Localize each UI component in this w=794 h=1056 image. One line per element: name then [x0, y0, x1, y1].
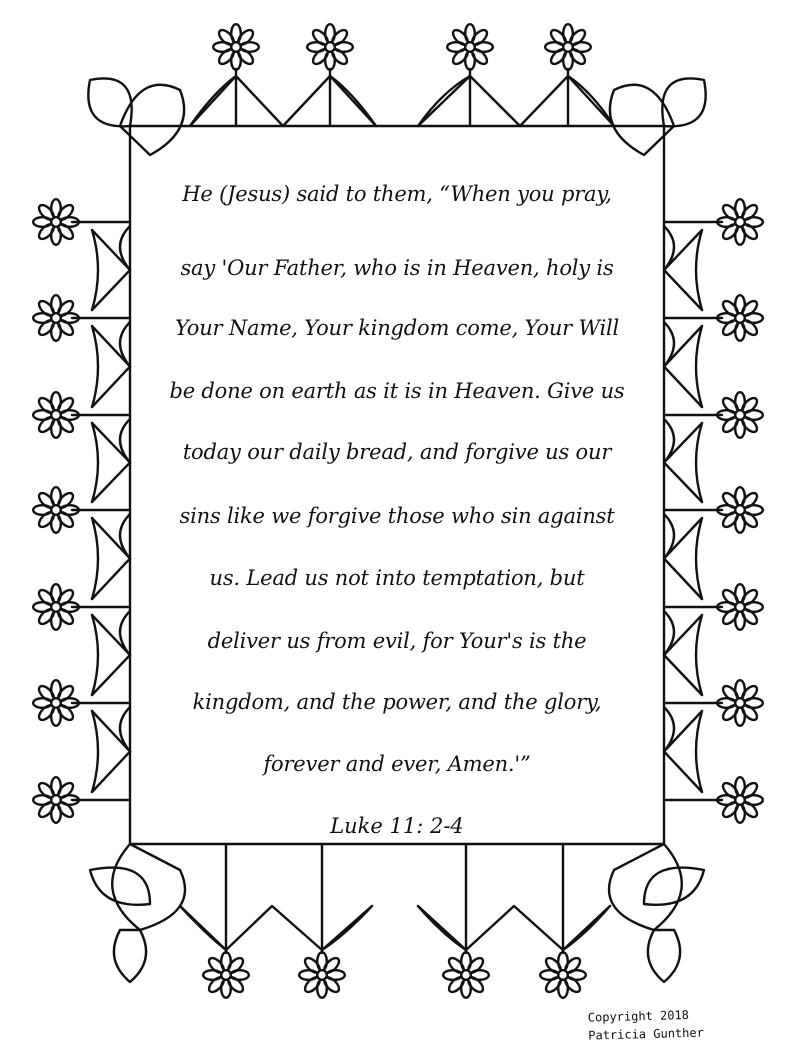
verse-line: deliver us from evil, for Your's is the	[207, 629, 587, 653]
leaf-icon	[92, 230, 98, 310]
leaf-icon	[696, 230, 702, 310]
leaf-icon	[92, 711, 98, 792]
daisy-icon	[717, 295, 763, 341]
leaf-icon	[696, 615, 702, 695]
verse-line: forever and ever, Amen.'”	[263, 752, 531, 776]
artist-signature: Patricia Gunther	[588, 1025, 705, 1043]
daisy-icon	[717, 199, 763, 245]
leaf-icon	[92, 423, 98, 502]
verse-panel	[130, 126, 664, 844]
leaf-icon	[120, 322, 130, 367]
leaf-icon	[120, 514, 130, 559]
zigzag-stem-icon	[190, 76, 376, 126]
verse-line: be done on earth as it is in Heaven. Give us	[169, 379, 625, 403]
daisy-icon	[717, 777, 763, 823]
zigzag-stem-icon	[180, 906, 372, 950]
copyright-notice	[588, 1003, 789, 1044]
daisy-icon	[540, 952, 586, 998]
leaf-icon	[609, 844, 682, 930]
leaf-icon	[180, 906, 226, 950]
zigzag-stem-icon	[418, 76, 614, 126]
scripture-reference: Luke 11: 2-4	[330, 814, 464, 838]
leaf-icon	[662, 78, 705, 126]
verse-line: sins like we forgive those who sin against	[179, 504, 615, 528]
leaf-icon	[664, 707, 674, 752]
verse-line: Your Name, Your kingdom come, Your Will	[174, 316, 620, 340]
verse-line: say 'Our Father, who is in Heaven, holy is	[180, 256, 614, 280]
daisy-icon	[443, 952, 489, 998]
verse-line: He (Jesus) said to them, “When you pray,	[182, 182, 612, 206]
leaf-icon	[664, 226, 674, 270]
leaf-icon	[112, 844, 185, 930]
daisy-icon	[545, 24, 591, 70]
leaf-icon	[696, 711, 702, 792]
leaf-icon	[120, 419, 130, 463]
daisy-icon	[307, 24, 353, 70]
leaf-icon	[696, 518, 702, 599]
copyright-line: Copyright 2018	[587, 1007, 690, 1025]
leaf-icon	[644, 868, 704, 905]
zigzag-stem-icon	[418, 906, 610, 950]
leaf-icon	[696, 326, 702, 407]
leaf-icon	[92, 518, 98, 599]
leaf-icon	[664, 514, 674, 559]
daisy-icon	[717, 680, 763, 726]
daisy-icon	[203, 952, 249, 998]
leaf-icon	[120, 611, 130, 655]
leaf-icon	[120, 707, 130, 752]
verse-line: us. Lead us not into temptation, but	[209, 566, 585, 590]
leaf-icon	[88, 78, 131, 126]
daisy-icon	[717, 487, 763, 533]
daisy-icon	[717, 392, 763, 438]
leaf-icon	[120, 226, 130, 270]
daisy-icon	[299, 952, 345, 998]
leaf-icon	[664, 322, 674, 367]
leaf-icon	[664, 419, 674, 463]
daisy-icon	[717, 584, 763, 630]
verse-line: today our daily bread, and forgive us our	[182, 440, 612, 464]
leaf-icon	[664, 611, 674, 655]
verse-line: kingdom, and the power, and the glory,	[192, 690, 602, 714]
leaf-icon	[114, 930, 146, 982]
daisy-icon	[213, 24, 259, 70]
leaf-icon	[696, 423, 702, 502]
leaf-icon	[92, 615, 98, 695]
leaf-icon	[92, 326, 98, 407]
leaf-icon	[90, 868, 150, 905]
daisy-icon	[447, 24, 493, 70]
leaf-icon	[648, 930, 680, 982]
